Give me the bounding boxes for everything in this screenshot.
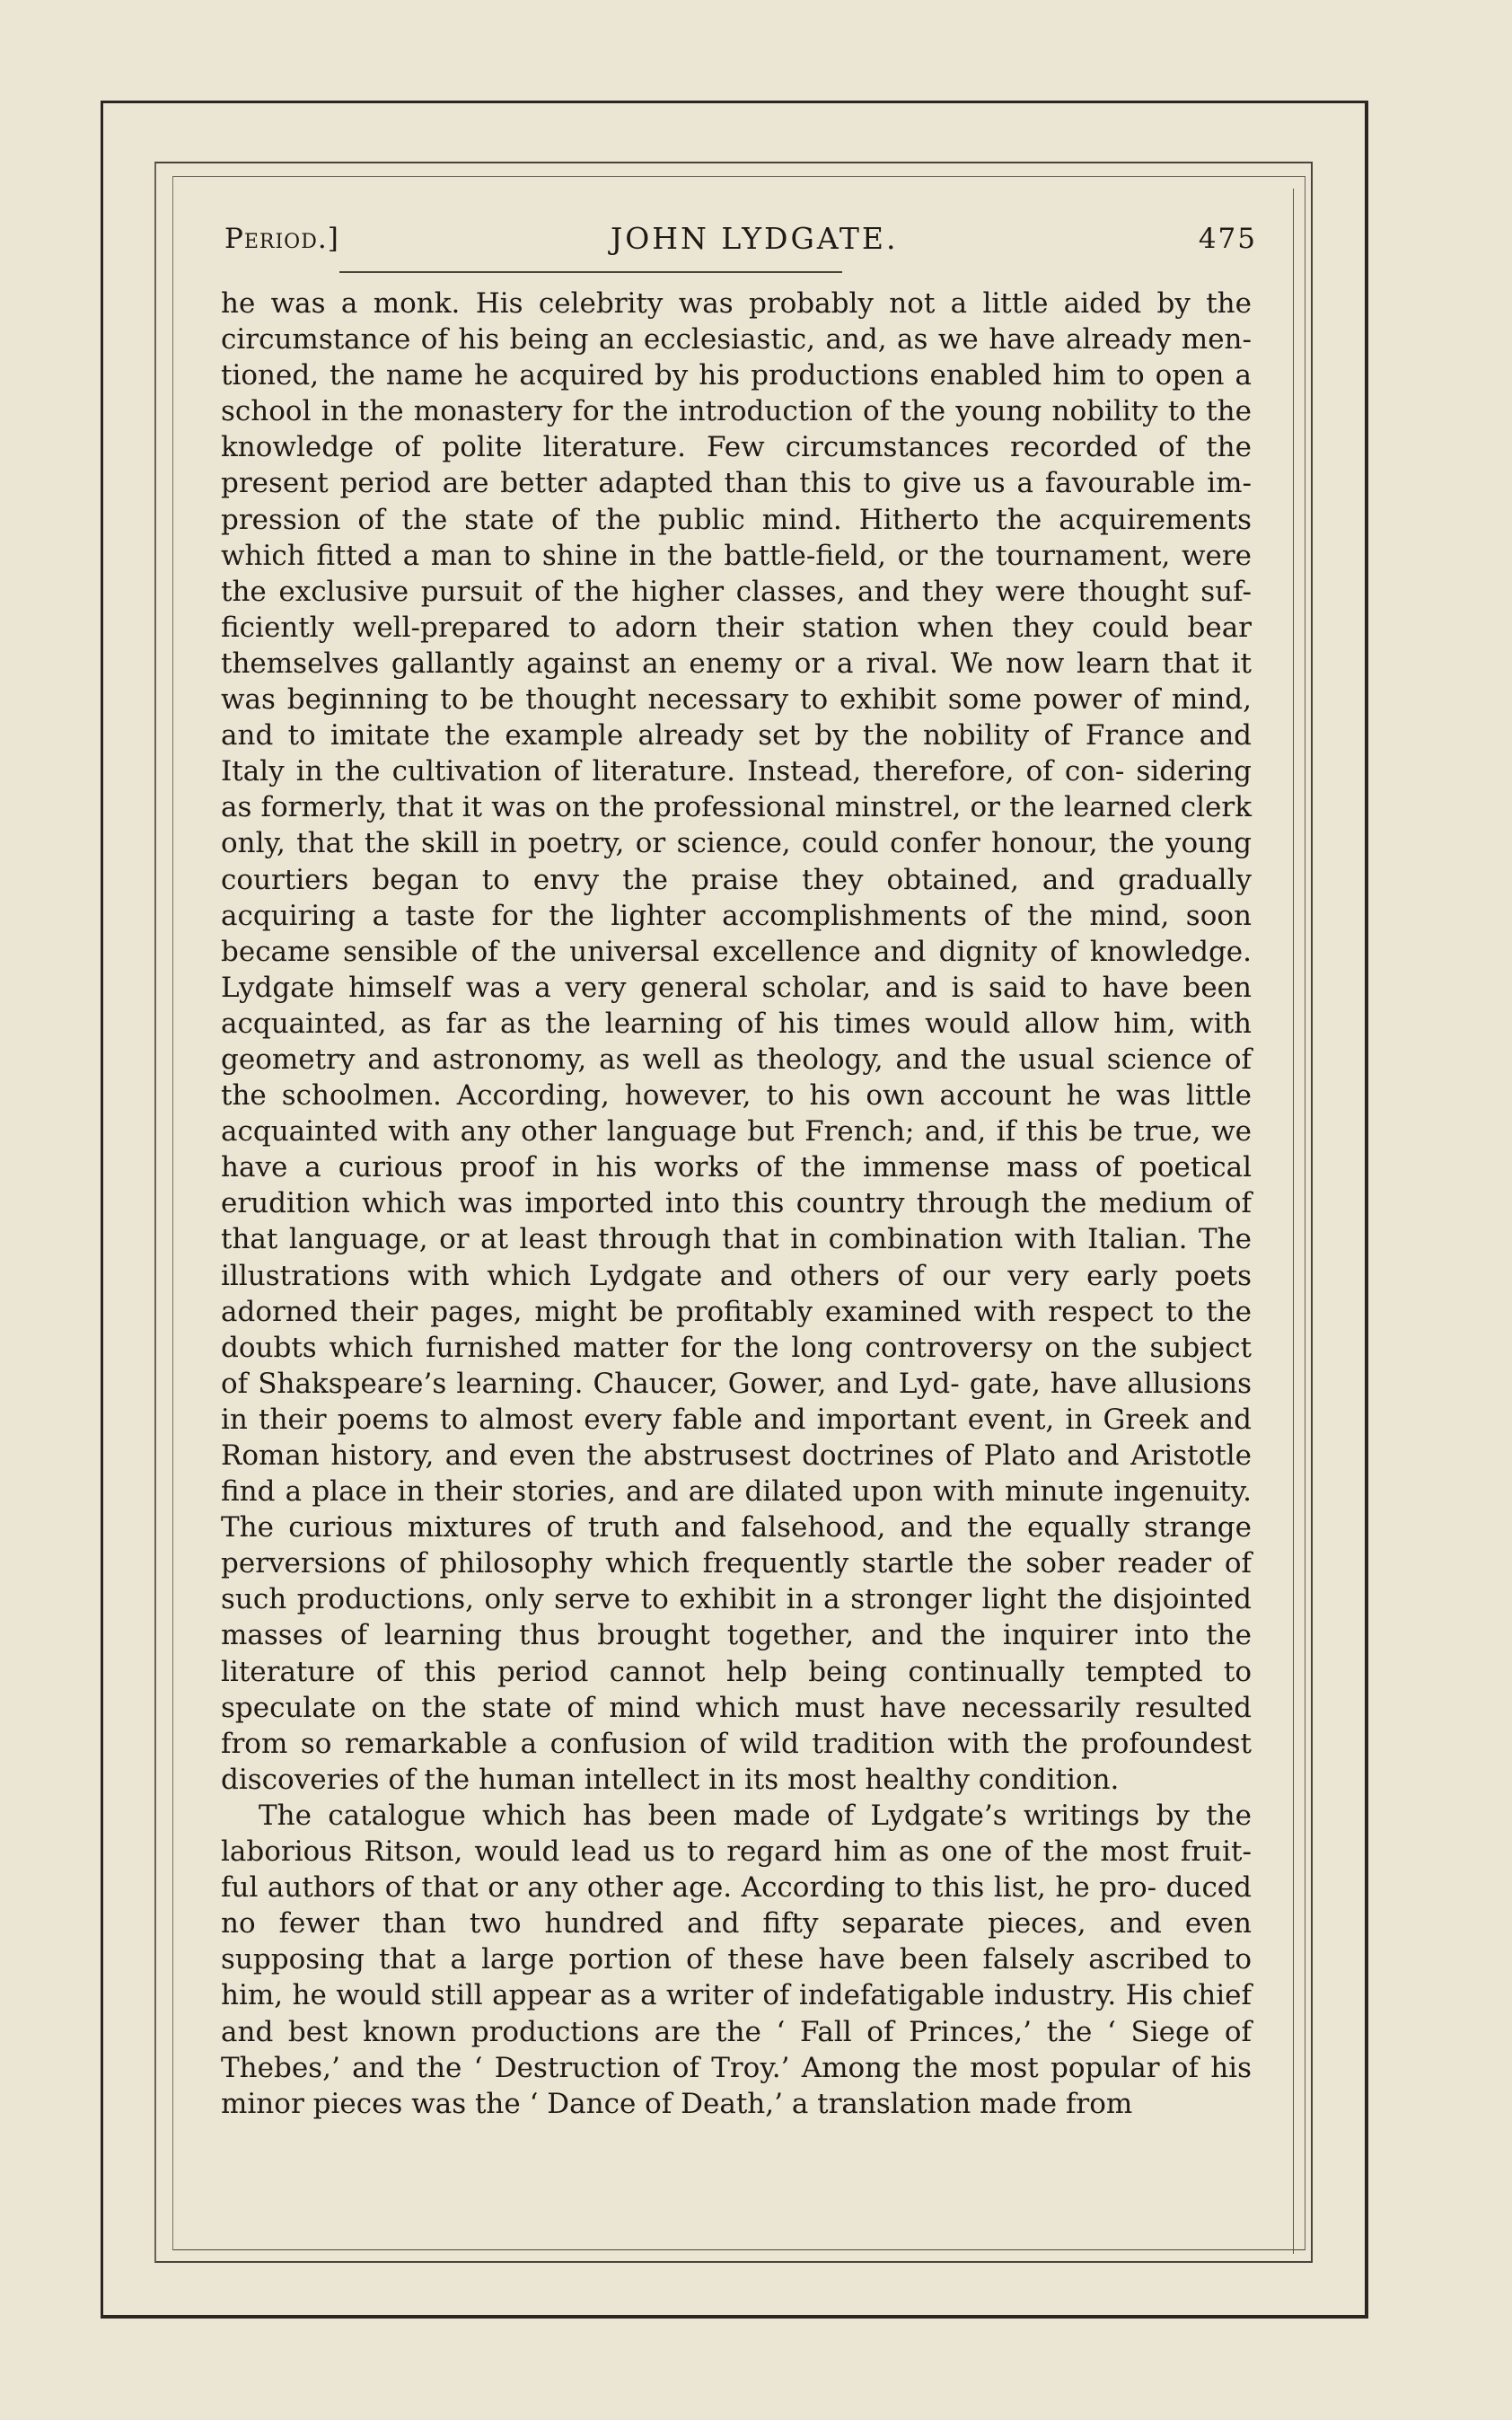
- running-head-section: Period.]: [224, 223, 339, 255]
- page-number: 475: [1198, 223, 1257, 255]
- paragraph-2: The catalogue which has been made of Lydgate’s writings by the laborious Ritson, would lead us to regard him as one of the most fruit- ful authors of that or any other age. According to this list, he pro- duced no fewer than two hundred and fifty separate pieces, and even supposing that a large portion of these have been falsely ascribed to him, he would still appear as a writer of indefatigable industry. His chief and best known productions are the ‘ Fall of Princes,’ the ‘ Siege of Thebes,’ and the ‘ Destruction of Troy.’ Among the most popular of his minor pieces was the ‘ Dance of Death,’ a translation made from: [221, 1799, 1252, 2120]
- header-rule: [339, 271, 842, 273]
- body-text: [221, 286, 1252, 2122]
- running-head-title: JOHN LYDGATE.: [611, 221, 899, 256]
- running-header: [224, 216, 1257, 260]
- page-edge-line: [1293, 189, 1294, 2254]
- paragraph-1: he was a monk. His celebrity was probably not a little aided by the circumstance of his being an ecclesiastic, and, as we have already men- tioned, the name he acquired by his productions enabled him to open a school in the monastery for the introduction of the young nobility to the knowledge of polite literature. Few circumstances recorded of the present period are better adapted than this to give us a favourable im- pression of the state of the public mind. Hitherto the acquirements which fitted a man to shine in the battle-field, or the tournament, were the exclusive pursuit of the higher classes, and they were thought suf- ficiently well-prepared to adorn their station when they could bear themselves gallantly against an enemy or a rival. We now learn that it was beginning to be thought necessary to exhibit some power of mind, and to imitate the example already set by the nobility of France and Italy in the cultivation of literature. Instead, therefore, of con- sidering as formerly, that it was on the professional minstrel, or the learned clerk only, that the skill in poetry, or science, could confer honour, the young courtiers began to envy the praise they obtained, and gradually acquiring a taste for the lighter accomplishments of the mind, soon became sensible of the universal excellence and dignity of knowledge. Lydgate himself was a very general scholar, and is said to have been acquainted, as far as the learning of his times would allow him, with geometry and astronomy, as well as theology, and the usual science of the schoolmen. According, however, to his own account he was little acquainted with any other language but French; and, if this be true, we have a curious proof in his works of the immense mass of poetical erudition which was imported into this country through the medium of that language, or at least through that in combination with Italian. The illustrations with which Lydgate and others of our very early poets adorned their pages, might be profitably examined with respect to the doubts which furnished matter for the long controversy on the subject of Shakspeare’s learning. Chaucer, Gower, and Lyd- gate, have allusions in their poems to almost every fable and important event, in Greek and Roman history, and even the abstrusest doctrines of Plato and Aristotle find a place in their stories, and are dilated upon with minute ingenuity. The curious mixtures of truth and falsehood, and the equally strange perversions of philosophy which frequently startle the sober reader of such productions, only serve to exhibit in a stronger light the disjointed masses of learning thus brought together, and the inquirer into the literature of this period cannot help being continually tempted to speculate on the state of mind which must have necessarily resulted from so remarkable a confusion of wild tradition with the profoundest discoveries of the human intellect in its most healthy condition.: [221, 287, 1252, 1796]
